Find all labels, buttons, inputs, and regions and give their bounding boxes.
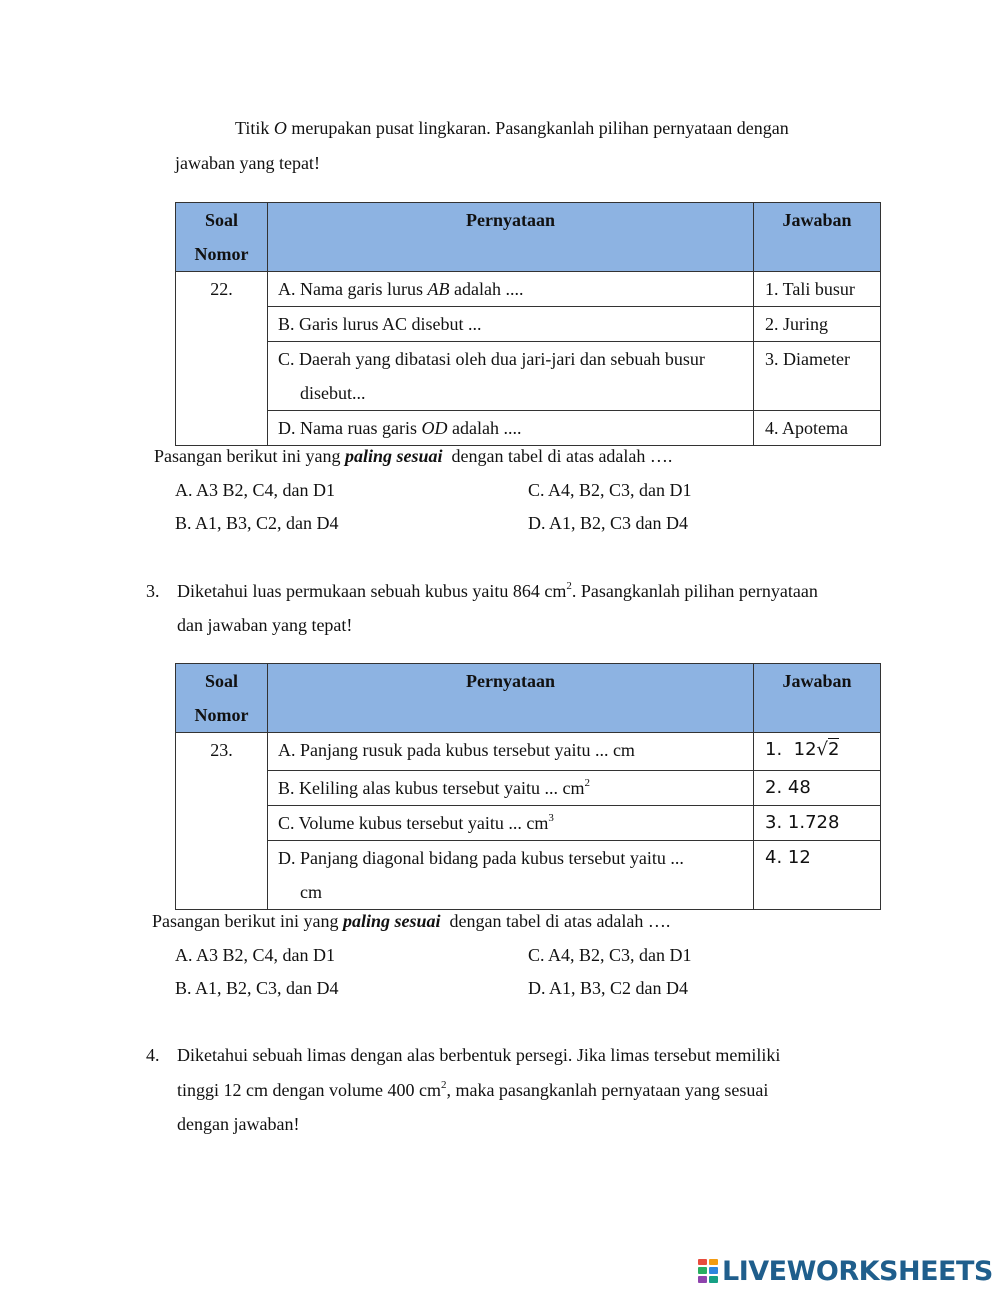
table-row xyxy=(176,307,881,342)
table-row xyxy=(176,342,881,411)
intro-line-2: jawaban yang tepat! xyxy=(175,153,320,173)
option-a[interactable]: A. A3 B2, C4, dan D1 xyxy=(175,945,336,965)
var-o: O xyxy=(273,118,287,138)
table-row xyxy=(176,806,881,841)
statement-a[interactable]: A. Panjang rusuk pada kubus tersebut yaitu ... cm xyxy=(268,733,754,771)
option-a[interactable]: A. A3 B2, C4, dan D1 xyxy=(175,480,336,500)
table-row xyxy=(176,771,881,806)
sqrt-icon: √ xyxy=(816,739,829,760)
logo-text: LIVEWORKSHEETS xyxy=(722,1255,993,1287)
question-22-prompt: Pasangan berikut ini yang paling sesuai dengan tabel di atas adalah …. xyxy=(154,446,673,466)
question-4-line-1: Diketahui sebuah limas dengan alas berbentuk persegi. Jika limas tersebut memiliki xyxy=(177,1045,781,1065)
question-3-line-1: Diketahui luas permukaan sebuah kubus yaitu 864 $cm^2$. Pasangkanlah pilihan pernyataan xyxy=(177,580,818,601)
option-c[interactable]: C. A4, B2, C3, dan D1 xyxy=(528,945,692,965)
question-22-table xyxy=(175,202,881,446)
header-soal-nomor: Soal Nomor xyxy=(176,664,268,733)
answer-2[interactable]: 2. 48 xyxy=(754,771,881,806)
answer-2[interactable]: 2. Juring xyxy=(754,307,881,342)
table-header-row xyxy=(176,203,881,272)
statement-d[interactable]: D. Panjang diagonal bidang pada kubus tersebut yaitu ... cm xyxy=(268,841,754,910)
statement-d[interactable]: D. Nama ruas garis OD adalah .... xyxy=(268,411,754,446)
table-row xyxy=(176,733,881,771)
question-number: 23. xyxy=(176,733,268,910)
answer-4[interactable]: 4. 12 xyxy=(754,841,881,910)
question-23-prompt: Pasangan berikut ini yang paling sesuai dengan tabel di atas adalah …. xyxy=(152,911,671,931)
statement-c[interactable]: C. Volume kubus tersebut yaitu ... $cm^3$ xyxy=(268,806,754,841)
intro-line-1: Titik O merupakan pusat lingkaran. Pasangkanlah pilihan pernyataan dengan xyxy=(235,118,789,138)
table-row xyxy=(176,411,881,446)
header-jawaban: Jawaban xyxy=(754,664,881,733)
answer-1[interactable]: 1. Tali busur xyxy=(754,272,881,307)
table-row xyxy=(176,272,881,307)
answer-1[interactable]: 1. 12√2 xyxy=(754,733,881,771)
header-pernyataan: Pernyataan xyxy=(268,664,754,733)
header-jawaban: Jawaban xyxy=(754,203,881,272)
header-soal-nomor: Soal Nomor xyxy=(176,203,268,272)
answer-4[interactable]: 4. Apotema xyxy=(754,411,881,446)
question-4-number: 4. xyxy=(146,1045,160,1065)
statement-b[interactable]: B. Keliling alas kubus tersebut yaitu ... $cm^2$ xyxy=(268,771,754,806)
header-pernyataan: Pernyataan xyxy=(268,203,754,272)
option-d[interactable]: D. A1, B2, C3 dan D4 xyxy=(528,513,689,533)
question-4-line-2: tinggi 12 cm dengan volume 400 $cm^2$, maka pasangkanlah pernyataan yang sesuai xyxy=(177,1079,769,1100)
statement-c[interactable]: C. Daerah yang dibatasi oleh dua jari-jari dan sebuah busur disebut... xyxy=(268,342,754,411)
option-b[interactable]: B. A1, B3, C2, dan D4 xyxy=(175,513,339,533)
liveworksheets-logo xyxy=(697,1257,993,1285)
logo-blocks-icon xyxy=(697,1258,719,1284)
question-number: 22. xyxy=(176,272,268,446)
option-b[interactable]: B. A1, B2, C3, dan D4 xyxy=(175,978,339,998)
question-23-table xyxy=(175,663,881,910)
statement-a[interactable]: A. Nama garis lurus AB adalah .... xyxy=(268,272,754,307)
option-c[interactable]: C. A4, B2, C3, dan D1 xyxy=(528,480,692,500)
option-d[interactable]: D. A1, B3, C2 dan D4 xyxy=(528,978,689,998)
question-3-number: 3. xyxy=(146,581,160,601)
table-header-row xyxy=(176,664,881,733)
answer-3[interactable]: 3. 1.728 xyxy=(754,806,881,841)
question-3-line-2: dan jawaban yang tepat! xyxy=(177,615,353,635)
table-row xyxy=(176,841,881,910)
question-4-line-3: dengan jawaban! xyxy=(177,1114,300,1134)
statement-b[interactable]: B. Garis lurus AC disebut ... xyxy=(268,307,754,342)
answer-3[interactable]: 3. Diameter xyxy=(754,342,881,411)
